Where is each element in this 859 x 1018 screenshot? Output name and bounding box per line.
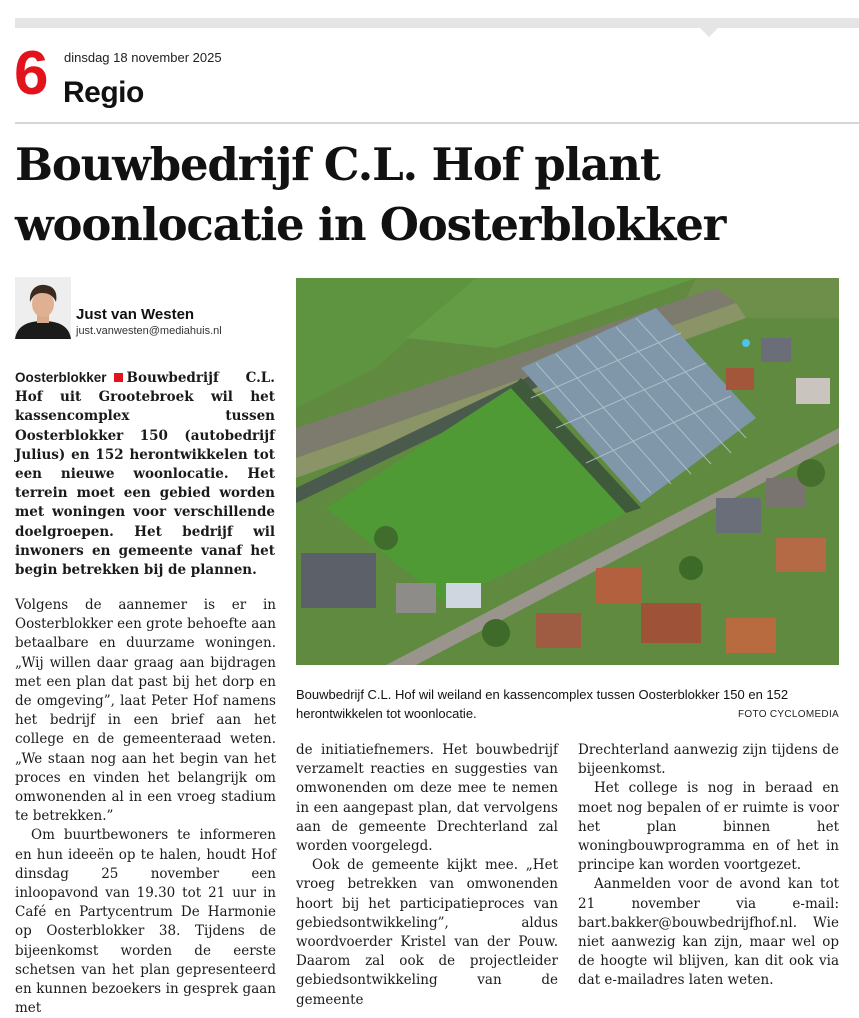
paragraph: de initiatiefnemers. Het bouwbedrijf verzamelt reacties en suggesties van omwonenden om deze mee te nemen in een aangepast plan, dat vervolgens aan de gemeente Drechterland zal worden voorgelegd.: [296, 742, 558, 855]
article-column-2: [296, 741, 558, 1010]
article-photo: [296, 278, 839, 665]
author-name: Just van Westen: [76, 306, 195, 323]
section-title: Regio: [63, 76, 144, 109]
dateline-marker-icon: [114, 373, 123, 382]
top-rule-bar: [15, 18, 859, 28]
paragraph: Het college is nog in beraad en moet nog bepalen of er ruimte is voor het plan binnen het woningbouwprogramma en of het in principe kan worden voortgezet.: [578, 780, 839, 874]
article-column-1: [15, 596, 276, 1018]
section-divider: [15, 122, 859, 124]
article-lead: [15, 368, 275, 580]
photo-credit: FOTO CYCLOMEDIA: [738, 709, 839, 720]
top-rule-notch: [700, 28, 718, 37]
dateline: Oosterblokker: [15, 370, 107, 385]
author-avatar: [15, 277, 71, 339]
paragraph: Aanmelden voor de avond kan tot 21 november via e-mail: bart.bakker@bouwbedrijfhof.nl. Wie niet aanwezig kan zijn, maar wel op de hoogte wil blijven, kan dit ook via dat e-mailadres laten weten.: [578, 876, 839, 989]
article-column-3: [578, 741, 839, 991]
author-email[interactable]: just.vanwesten@mediahuis.nl: [76, 325, 222, 337]
page-number: 6: [14, 39, 47, 108]
paragraph: Ook de gemeente kijkt mee. „Het vroeg betrekken van omwonenden hoort bij het participatieproces van gebiedsontwikkeling”, aldus woordvoerder Kristel van der Pouw. Daarom zal ook de projectleider gebiedsontwikkeling van de gemeente: [296, 857, 558, 1008]
paragraph: Drechterland aanwezig zijn tijdens de bijeenkomst.: [578, 742, 839, 778]
issue-date: dinsdag 18 november 2025: [64, 50, 222, 65]
paragraph: Volgens de aannemer is er in Oosterblokker een grote behoefte aan betaalbare en duurzame woningen. „Wij willen daar graag aan bijdragen met een plan dat past bij het dorp en de omgeving”, laat Peter Hof namens het bedrijf in een brief aan het college en de gemeenteraad weten. „We staan nog aan het begin van het proces en vinden het belangrijk om omwonenden al in een vroeg stadium te betrekken.”: [15, 597, 277, 825]
article-headline: Bouwbedrijf C.L. Hof plant woonlocatie in Oosterblokker: [15, 138, 726, 251]
lead-text: Bouwbedrijf C.L. Hof uit Grootebroek wil het kassencomplex tussen Oosterblokker 150 (autobedrijf Julius) en 152 herontwikkelen tot een nieuwe woonlocatie. Het terrein moet een gebied worden met woningen voor verschillende doelgroepen. Het bedrijf wil inwoners en gemeente vanaf het begin betrekken bij de plannen.: [15, 370, 275, 579]
paragraph: Om buurtbewoners te informeren en hun ideeën op te halen, houdt Hof dinsdag 25 november een inloopavond van 19.30 tot 21 uur in Café en Partycentrum De Harmonie op Oosterblokker 38. Tijdens de bijeenkomst worden de eerste schetsen van het plan gepresenteerd en kunnen bezoekers in gesprek gaan met: [15, 827, 276, 1017]
photo-caption: Bouwbedrijf C.L. Hof wil weiland en kassencomplex tussen Oosterblokker 150 en 152 herontwikkelen tot woonlocatie.: [296, 687, 789, 721]
